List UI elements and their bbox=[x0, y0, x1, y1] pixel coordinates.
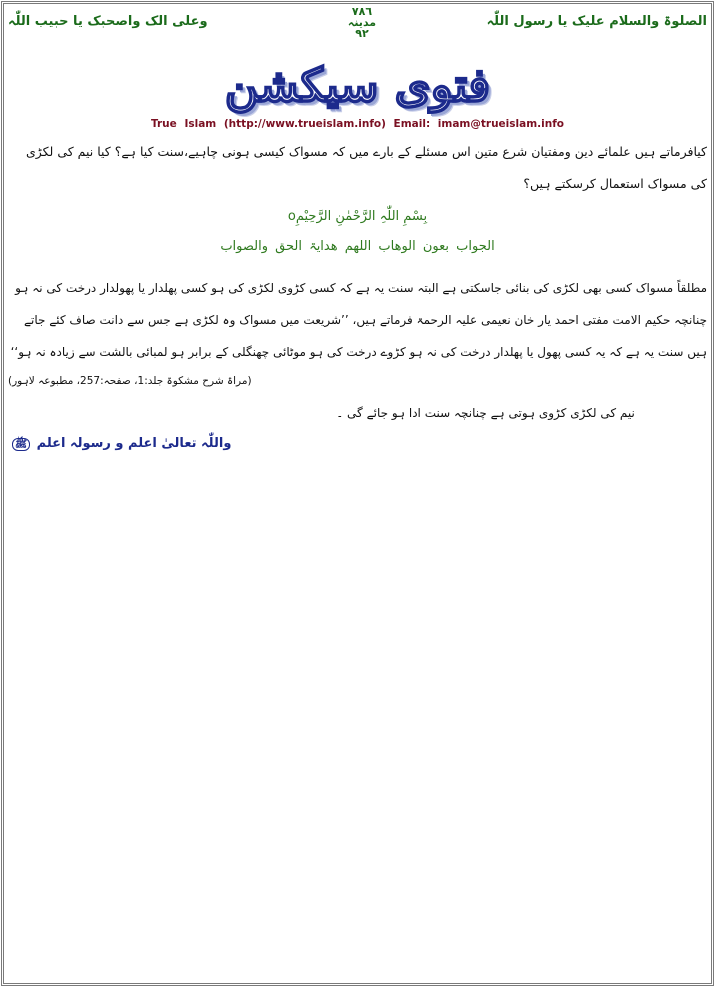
jawab-heading: الجواب بعون الوھاب اللھم ھدایۃ الحق والصواب bbox=[220, 239, 495, 254]
madina-word: مدینہ bbox=[347, 16, 377, 29]
closing-text: واللّٰہ تعالیٰ اعلم و رسولہ اعلم bbox=[36, 436, 232, 451]
honorific-icon: ﷺ bbox=[12, 438, 30, 451]
closing-formula bbox=[10, 436, 231, 451]
madina-emblem bbox=[347, 6, 377, 39]
page-title: فتوی سیکشن bbox=[224, 58, 491, 112]
madina-number-2: ۹۲ bbox=[355, 27, 369, 40]
header-bar bbox=[4, 4, 711, 52]
answer-text: مطلقاً مسواک کسی بھی لکڑی کی بنائی جاسکتی ہے البتہ سنت یہ ہے کہ کسی کڑوی لکڑی کی ہو کسی پھلدار یا پھولدار درخت کی نہ ہو چنانچہ حکیم الامت مفتی احمد یار خان نعیمی علیہ الرحمۃ فرماتے ہیں، ’’شریعت میں مسواک وہ لکڑی ہے جس سے دانت صاف کئے جاتے ہیں سنت یہ ہے کہ یہ کسی پھول یا پھلدار درخت کی نہ ہو کڑوے درخت کی ہو موٹائی چھنگلی کے برابر ہو لمبائی بالشت سے زیادہ نہ ہو‘‘ bbox=[10, 281, 707, 359]
bismillah: بِسْمِ اللّٰہِ الرَّحْمٰنِ الرَّحِیْمِo bbox=[287, 209, 428, 224]
salam-left: وعلی الک واصحبک یا حبیب اللّٰہ bbox=[8, 14, 208, 29]
salam-right: الصلوۃ والسلام علیک یا رسول اللّٰہ bbox=[486, 14, 707, 29]
neem-note: نیم کی لکڑی کڑوی ہوتی ہے چنانچہ سنت ادا ہو جائے گی ۔ bbox=[336, 406, 635, 420]
page-frame bbox=[1, 1, 714, 986]
question-text: کیافرماتے ہیں علمائے دین ومفتیان شرع متین اس مسئلے کے بارے میں کہ مسواک کیسی ہونی چاہیے،سنت کیا ہے؟ کیا نیم کی لکڑی کی مسواک استعمال کرسکتے ہیں؟ bbox=[25, 144, 707, 191]
madina-number: ۷۸٦ bbox=[351, 5, 373, 18]
contact-line[interactable]: True Islam (http://www.trueislam.info) Email: imam@trueislam.info bbox=[151, 118, 564, 130]
reference-citation: (مراۃ شرح مشکوۃ جلد:1، صفحہ:257، مطبوعہ لاہور) bbox=[8, 375, 252, 387]
